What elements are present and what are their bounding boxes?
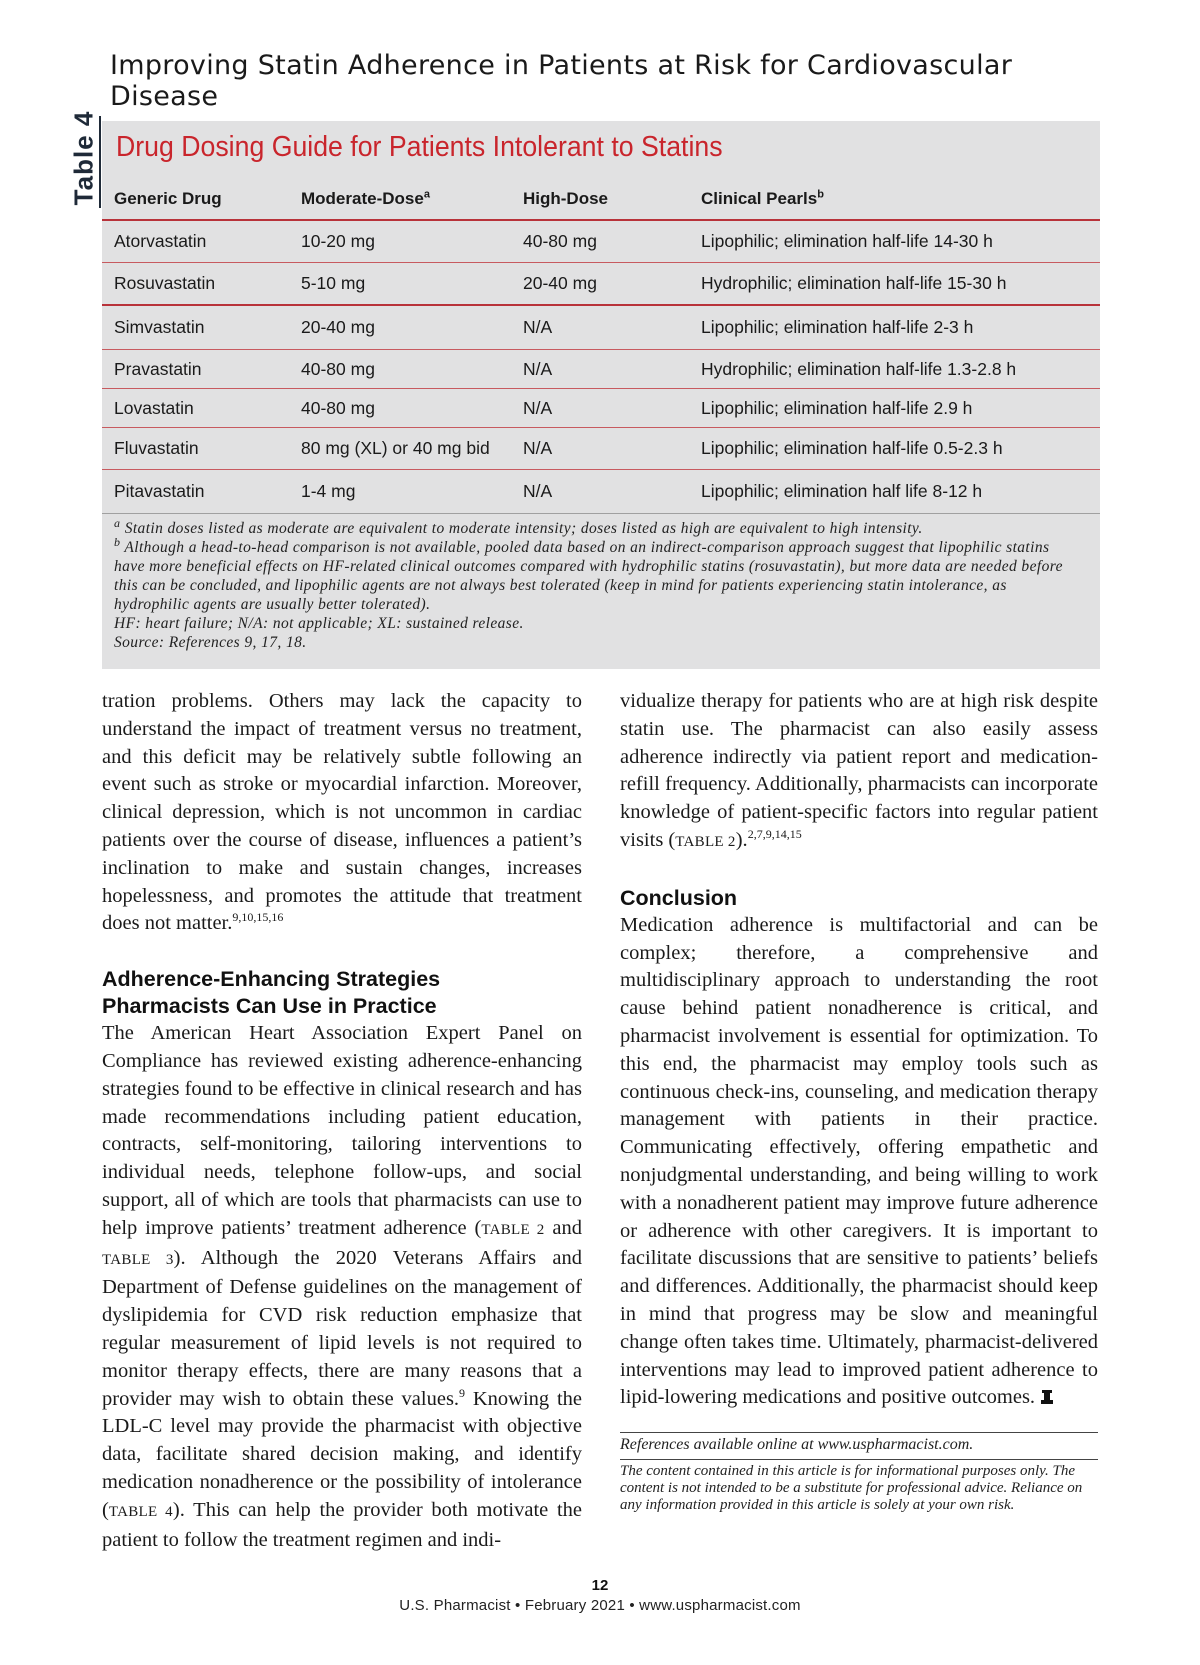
references-note: References available online at www.uspharmacist.com. xyxy=(620,1432,1098,1455)
cell-moderate: 40-80 mg xyxy=(289,389,511,428)
cell-drug: Fluvastatin xyxy=(102,428,289,470)
paragraph-depression: tration problems. Others may lack the capacity to understand the impact of treatment versus no treatment, and this deficit may be relatively subtle following an event such as stroke or myocardial infarction. Moreover, clinical depression, which is not uncommon in cardiac patients over the course of disease, influences a patient’s inclination to make and sustain changes, increases hopelessness, and promotes the attitude that treatment does not matter.$^{9,10,15,16}$ xyxy=(102,690,582,935)
disclaimer: The content contained in this article is for informational purposes only. The content is not intended to be a substitute for professional advice. Reliance on any information provided in this article is solely at your own risk. xyxy=(620,1459,1098,1514)
header-generic-drug: Generic Drug xyxy=(102,179,289,220)
header-clinical-pearls: Clinical Pearls$^b$ xyxy=(689,179,1100,220)
cell-moderate: 10-20 mg xyxy=(289,220,511,263)
cell-pearl: Lipophilic; elimination half-life 14-30 h xyxy=(689,220,1100,263)
table-row xyxy=(102,263,1100,306)
cell-drug: Pravastatin xyxy=(102,350,289,389)
table-row xyxy=(102,305,1100,350)
cell-moderate: 40-80 mg xyxy=(289,350,511,389)
cell-drug: Rosuvastatin xyxy=(102,263,289,306)
cell-moderate: 20-40 mg xyxy=(289,305,511,350)
paragraph-conclusion: Medication adherence is multifactorial and can be complex; therefore, a comprehensive and multidisciplinary approach to understanding the root cause behind patient nonadherence is critical, and pharmacist involvement is essential for optimization. To this end, the pharmacist may employ tools such as continuous check-ins, counseling, and medication therapy management with patients in their practice. Communicating effectively, offering empathetic and nonjudgmental understanding, and being willing to work with a nonadherent patient may improve future adherence or adherence with other caregivers. It is important to facilitate discussions that are sensitive to patients’ beliefs and differences. Additionally, the pharmacist should keep in mind that progress may be slow and meaningful change often takes time. Ultimately, pharmacist-delivered interventions may lead to improved patient adherence to lipid-lowering medications and positive outcomes. xyxy=(620,913,1098,1409)
cell-pearl: Lipophilic; elimination half life 8-12 h xyxy=(689,470,1100,514)
cell-high: N/A xyxy=(511,470,689,514)
table-row xyxy=(102,428,1100,470)
table-row xyxy=(102,389,1100,428)
footnote-b: $^b$ Although a head-to-head comparison is not available, pooled data based on an indirect-comparison approach suggest that lipophilic statins have more beneficial effects on HF-related clinical outcomes compared with hydrophilic statins (rosuvastatin), but more data are needed before this can be concluded, and lipophilic agents are not always best tolerated (keep in mind for patients experiencing statin intolerance, as hydrophilic agents are usually better tolerated). xyxy=(114,534,1063,613)
cell-drug: Atorvastatin xyxy=(102,220,289,263)
table-2-ref: TABLE 2 xyxy=(481,1221,545,1238)
footnote-source: Source: References 9, 17, 18. xyxy=(114,634,307,651)
header-moderate-dose: Moderate-Dose$^a$ xyxy=(289,179,511,220)
cell-moderate: 80 mg (XL) or 40 mg bid xyxy=(289,428,511,470)
table-4-ref: TABLE 4 xyxy=(108,1503,173,1520)
header-high-dose: High-Dose xyxy=(511,179,689,220)
cell-drug: Lovastatin xyxy=(102,389,289,428)
table-label-text: Table 4 xyxy=(68,110,99,206)
table-row xyxy=(102,220,1100,263)
cell-high: N/A xyxy=(511,350,689,389)
cell-high: 40-80 mg xyxy=(511,220,689,263)
table-header-row xyxy=(102,179,1100,220)
section-heading-conclusion: Conclusion xyxy=(620,885,738,910)
running-head: Improving Statin Adherence in Patients at Risk for Cardiovascular Disease xyxy=(110,50,1013,112)
table-2-ref: TABLE 2 xyxy=(675,833,736,850)
cell-pearl: Lipophilic; elimination half-life 2-3 h xyxy=(689,305,1100,350)
table-label xyxy=(68,110,100,206)
cell-pearl: Hydrophilic; elimination half-life 1.3-2.8 h xyxy=(689,350,1100,389)
cell-moderate: 1-4 mg xyxy=(289,470,511,514)
cell-pearl: Lipophilic; elimination half-life 2.9 h xyxy=(689,389,1100,428)
page-number: 12 xyxy=(591,1577,609,1594)
table-footnotes xyxy=(114,515,1074,652)
section-heading-strategies: Adherence-Enhancing Strategies Pharmacists Can Use in Practice xyxy=(102,967,441,1019)
cell-drug: Pitavastatin xyxy=(102,470,289,514)
cell-high: N/A xyxy=(511,305,689,350)
footnote-a: $^a$ Statin doses listed as moderate are equivalent to moderate intensity; doses listed as high are equivalent to high intensity. xyxy=(114,515,923,537)
table-label-rule xyxy=(99,116,101,208)
cell-high: 20-40 mg xyxy=(511,263,689,306)
right-column xyxy=(620,688,1098,1514)
table-4-box xyxy=(102,121,1100,669)
cell-drug: Simvastatin xyxy=(102,305,289,350)
table-row xyxy=(102,470,1100,514)
paragraph-individualize: vidualize therapy for patients who are at high risk despite statin use. The pharmacist can also easily assess adherence indirectly via patient report and medication-refill frequency. Additionally, pharmacists can incorporate knowledge of patient-specific factors into regular patient visits (TABLE 2).$^{2,7,9,14,15}$ xyxy=(620,690,1098,851)
left-column xyxy=(102,688,582,1554)
end-of-article-icon xyxy=(1041,1390,1053,1404)
cell-pearl: Lipophilic; elimination half-life 0.5-2.3 h xyxy=(689,428,1100,470)
cell-high: N/A xyxy=(511,428,689,470)
dosing-table xyxy=(102,179,1100,514)
page-footer: U.S. Pharmacist • February 2021 • www.uspharmacist.com xyxy=(399,1597,801,1614)
footnote-abbreviations: HF: heart failure; N/A: not applicable; XL: sustained release. xyxy=(114,615,524,632)
paragraph-strategies: The American Heart Association Expert Panel on Compliance has reviewed existing adherence-enhancing strategies found to be effective in clinical research and has made recommendations including patient education, contracts, self-monitoring, tailoring interventions to individual needs, telephone follow-ups, and social support, all of which are tools that pharmacists can use to help improve patients’ treatment adherence (TABLE 2 and TABLE 3). Although the 2020 Veterans Affairs and Department of Defense guidelines on the management of dyslipidemia for CVD risk reduction emphasize that regular measurement of lipid levels is not required to monitor therapy effects, there are many reasons that a provider may wish to obtain these values.$^9$ Knowing the LDL-C level may provide the pharmacist with objective data, facilitate shared decision making, and identify medication nonadherence or the possibility of intolerance (TABLE 4). This can help the provider both motivate the patient to follow the treatment regimen and indi- xyxy=(102,1022,582,1551)
table-3-ref: TABLE 3 xyxy=(102,1251,174,1268)
cell-moderate: 5-10 mg xyxy=(289,263,511,306)
table-title: Drug Dosing Guide for Patients Intolerant to Statins xyxy=(116,131,723,163)
cell-high: N/A xyxy=(511,389,689,428)
cell-pearl: Hydrophilic; elimination half-life 15-30 h xyxy=(689,263,1100,306)
table-row xyxy=(102,350,1100,389)
